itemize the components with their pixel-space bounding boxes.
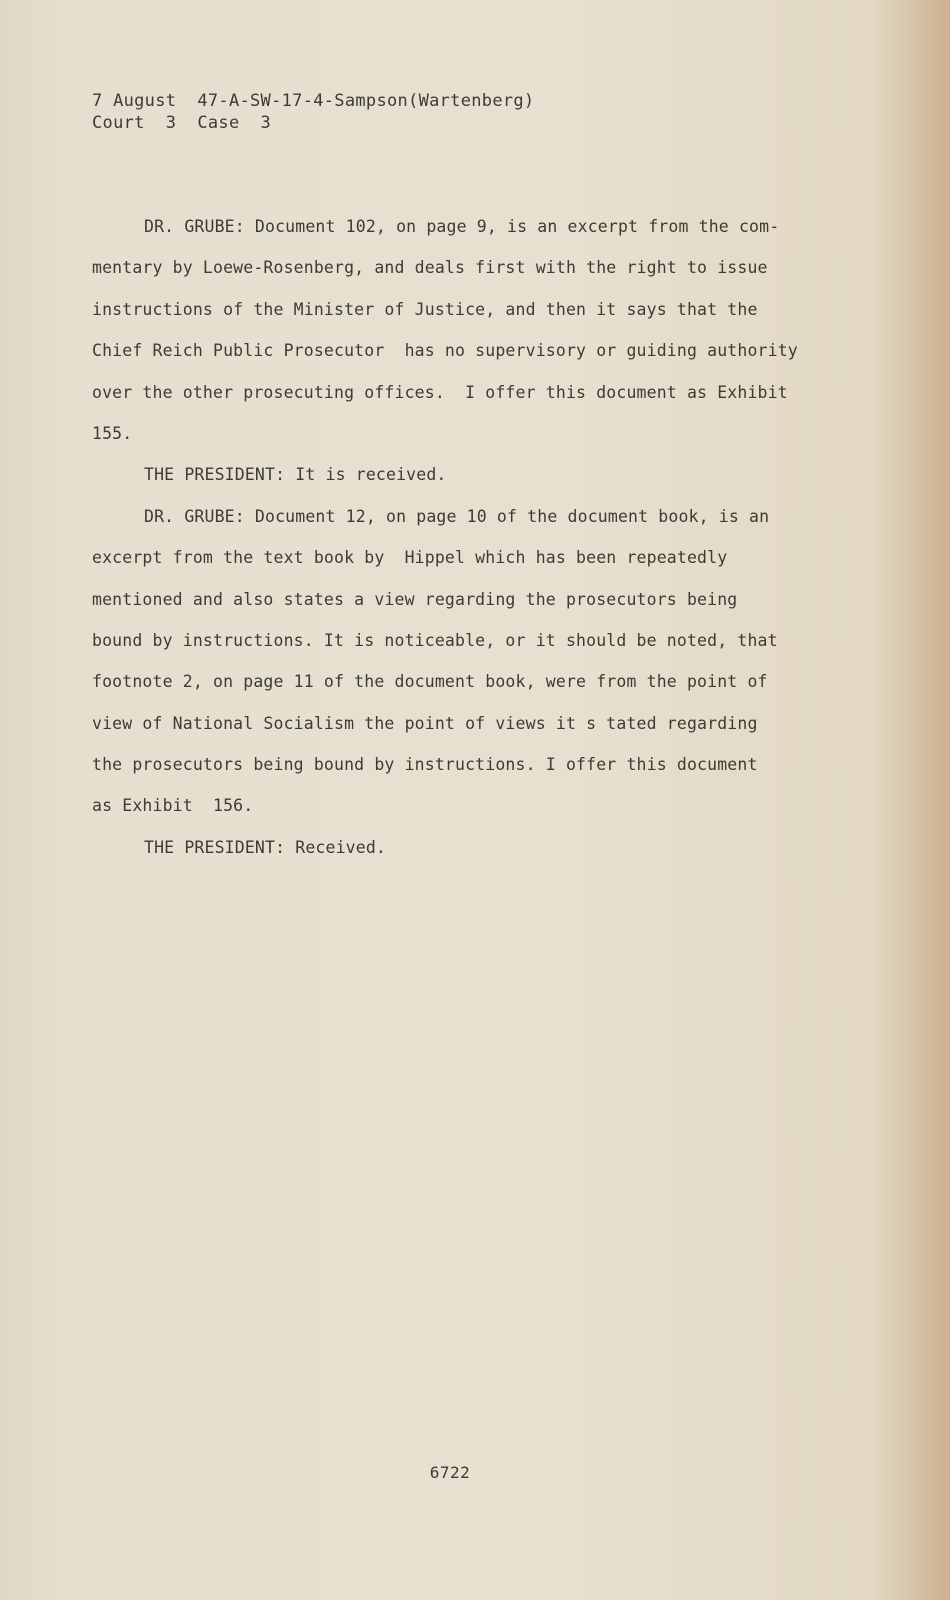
paragraph-president-received-2 bbox=[92, 827, 822, 868]
text-line: mentary by Loewe-Rosenberg, and deals first with the right to issue bbox=[92, 258, 768, 278]
text-line: the prosecutors being bound by instructions. I offer this document bbox=[92, 755, 758, 775]
header-court-case: Court 3 Case 3 bbox=[92, 113, 272, 133]
text-line: 155. bbox=[92, 423, 133, 443]
text-line: instructions of the Minister of Justice, and then it says that the bbox=[92, 299, 758, 319]
document-header bbox=[92, 90, 534, 134]
paragraph-grube-document-12 bbox=[92, 496, 822, 827]
text-line: THE PRESIDENT: Received. bbox=[144, 837, 387, 857]
page-number: 6722 bbox=[429, 1463, 471, 1482]
text-line: DR. GRUBE: Document 102, on page 9, is an excerpt from the com- bbox=[144, 217, 780, 236]
text-line: mentioned and also states a view regarding the prosecutors being bbox=[92, 589, 738, 609]
header-date-reference: 7 August 47-A-SW-17-4-Sampson(Wartenberg) bbox=[92, 91, 535, 111]
text-line: footnote 2, on page 11 of the document book, were from the point of bbox=[92, 672, 768, 692]
text-line: view of National Socialism the point of views it s tated regarding bbox=[92, 713, 758, 733]
text-line: over the other prosecuting offices. I offer this document as Exhibit bbox=[92, 382, 788, 402]
text-line: excerpt from the text book by Hippel which has been repeatedly bbox=[92, 548, 728, 568]
text-line: as Exhibit 156. bbox=[92, 796, 254, 816]
transcript-body bbox=[92, 206, 822, 868]
paragraph-president-received bbox=[92, 454, 822, 495]
paragraph-grube-document-102 bbox=[92, 206, 822, 454]
text-line: bound by instructions. It is noticeable, or it should be noted, that bbox=[92, 630, 778, 650]
text-line: THE PRESIDENT: It is received. bbox=[144, 465, 447, 485]
text-line: Chief Reich Public Prosecutor has no supervisory or guiding authority bbox=[92, 341, 798, 361]
text-line: DR. GRUBE: Document 12, on page 10 of the document book, is an bbox=[144, 506, 770, 526]
